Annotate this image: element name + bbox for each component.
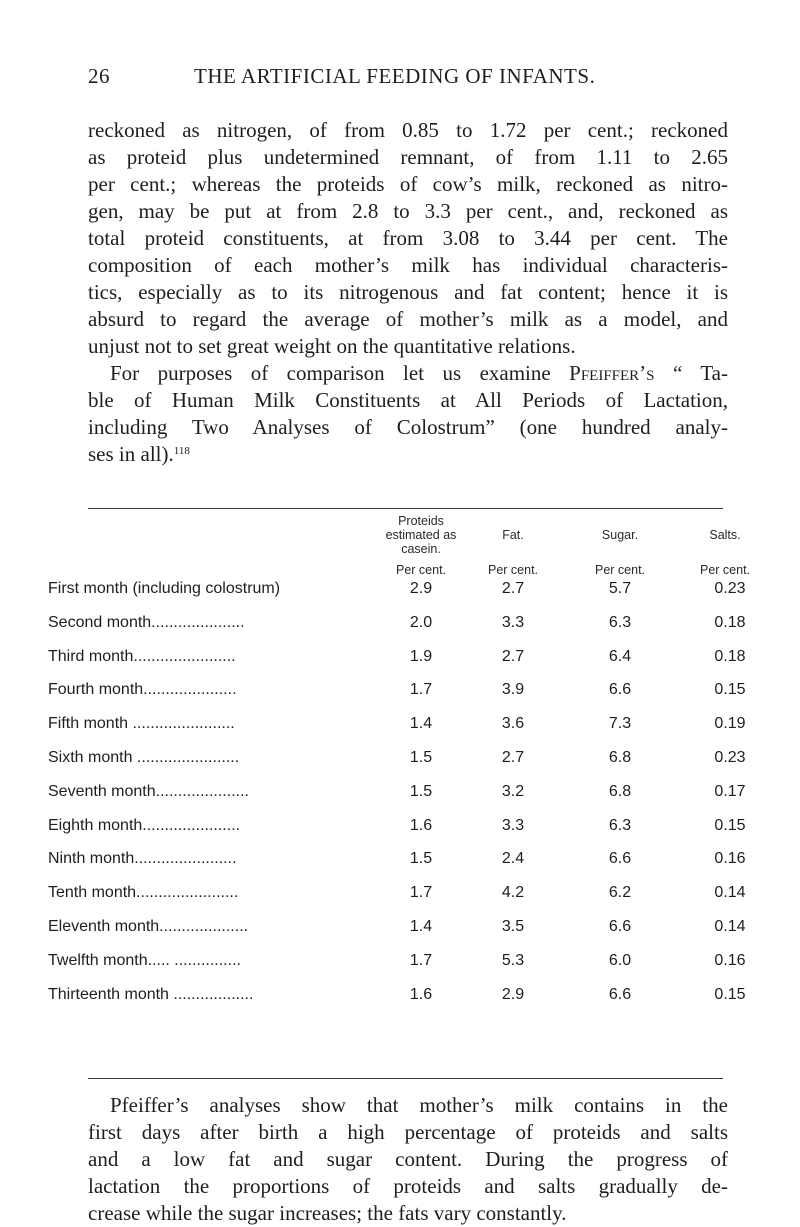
row-label: Eleventh month.................... bbox=[48, 918, 249, 935]
cell-sugar: 6.6 bbox=[608, 918, 632, 935]
table-row bbox=[0, 952, 800, 980]
cell-fat: 2.9 bbox=[501, 985, 525, 1003]
column-header-sugar: Sugar. bbox=[601, 528, 639, 542]
cell-sugar: 6.4 bbox=[608, 647, 632, 665]
cell-sugar: 6.2 bbox=[608, 884, 632, 902]
cell-salts: 0.19 bbox=[714, 715, 746, 733]
row-label: Sixth month ....................... bbox=[48, 749, 240, 766]
header-line: casein. bbox=[401, 542, 441, 556]
cell-proteids: 1.7 bbox=[409, 884, 433, 902]
text-line: per cent.; whereas the proteids of cow’s milk, reckoned as nitro- bbox=[88, 172, 728, 196]
text-line: total proteid constituents, at from 3.08 to 3.44 per cent. The bbox=[88, 226, 728, 250]
text-line: absurd to regard the average of mother’s milk as a model, and bbox=[88, 307, 728, 331]
table-row bbox=[0, 783, 800, 811]
text-line: crease while the sugar increases; the fats vary constantly. bbox=[88, 1201, 567, 1225]
table-row bbox=[0, 580, 800, 608]
cell-sugar: 6.8 bbox=[608, 782, 632, 800]
header-line: estimated as bbox=[385, 528, 457, 542]
cell-salts: 0.15 bbox=[714, 816, 746, 834]
row-label: Thirteenth month .................. bbox=[48, 985, 254, 1003]
text-line: including Two Analyses of Colostrum” (one hundred analy- bbox=[88, 415, 728, 439]
text-line bbox=[88, 441, 728, 468]
paragraph-3 bbox=[88, 1092, 728, 1227]
paragraph-1 bbox=[88, 117, 728, 468]
cell-fat: 5.3 bbox=[501, 951, 525, 969]
row-label: Seventh month..................... bbox=[48, 782, 249, 800]
cell-proteids: 1.6 bbox=[409, 816, 433, 834]
cell-salts: 0.16 bbox=[714, 951, 746, 969]
text-line: lactation the proportions of proteids and salts gradually de- bbox=[88, 1174, 728, 1198]
cell-salts: 0.23 bbox=[714, 749, 746, 766]
table-row bbox=[0, 817, 800, 845]
cell-sugar: 6.6 bbox=[608, 681, 632, 699]
cell-proteids: 1.6 bbox=[409, 985, 433, 1003]
cell-fat: 3.5 bbox=[501, 918, 525, 935]
cell-sugar: 6.8 bbox=[608, 749, 632, 766]
cell-proteids: 1.4 bbox=[409, 918, 433, 935]
cell-proteids: 1.5 bbox=[409, 749, 433, 766]
text-line: as proteid plus undetermined remnant, of from 1.11 to 2.65 bbox=[88, 145, 728, 169]
running-head bbox=[88, 64, 728, 94]
cell-proteids: 1.4 bbox=[409, 715, 433, 733]
table-row bbox=[0, 715, 800, 743]
text-line: ble of Human Milk Constituents at All Periods of Lactation, bbox=[88, 388, 728, 412]
row-label: First month (including colostrum) bbox=[48, 580, 281, 597]
cell-proteids: 2.0 bbox=[409, 613, 433, 631]
unit-label: Per cent. bbox=[395, 563, 447, 577]
cell-fat: 2.7 bbox=[501, 580, 525, 597]
cell-salts: 0.16 bbox=[714, 850, 746, 868]
page-number: 26 bbox=[88, 64, 110, 88]
column-header-salts: Salts. bbox=[709, 528, 741, 542]
table-row bbox=[0, 986, 800, 1014]
cell-salts: 0.14 bbox=[714, 884, 746, 902]
author-name: Pfeiffer’s bbox=[569, 361, 655, 385]
cell-fat: 4.2 bbox=[501, 884, 525, 902]
cell-proteids: 1.5 bbox=[409, 850, 433, 868]
row-label: Twelfth month..... ............... bbox=[48, 951, 241, 969]
cell-fat: 2.4 bbox=[501, 850, 525, 868]
cell-sugar: 6.3 bbox=[608, 816, 632, 834]
footnote-reference: 118 bbox=[173, 445, 190, 457]
header-line: Proteids bbox=[398, 514, 444, 528]
cell-sugar: 6.6 bbox=[608, 850, 632, 868]
text-segment: “ Ta- bbox=[654, 361, 728, 385]
cell-salts: 0.15 bbox=[714, 681, 746, 699]
cell-proteids: 1.7 bbox=[409, 951, 433, 969]
unit-label: Per cent. bbox=[594, 563, 646, 577]
cell-sugar: 5.7 bbox=[608, 580, 632, 597]
running-title: THE ARTIFICIAL FEEDING OF INFANTS. bbox=[194, 64, 596, 88]
text-line: first days after birth a high percentage of proteids and salts bbox=[88, 1120, 728, 1144]
cell-proteids: 2.9 bbox=[409, 580, 433, 597]
text-line bbox=[88, 360, 728, 387]
unit-label: Per cent. bbox=[699, 563, 751, 577]
cell-fat: 3.3 bbox=[501, 613, 525, 631]
table-row bbox=[0, 918, 800, 946]
table-row bbox=[0, 648, 800, 676]
cell-salts: 0.15 bbox=[714, 985, 746, 1003]
text-line: tics, especially as to its nitrogenous and fat content; hence it is bbox=[88, 280, 728, 304]
table-row bbox=[0, 749, 800, 777]
cell-proteids: 1.7 bbox=[409, 681, 433, 699]
cell-salts: 0.18 bbox=[714, 647, 746, 665]
row-label: Fifth month ....................... bbox=[48, 715, 235, 733]
unit-label: Per cent. bbox=[487, 563, 539, 577]
table-bottom-rule bbox=[88, 1078, 723, 1079]
row-label: Ninth month....................... bbox=[48, 850, 237, 868]
cell-salts: 0.14 bbox=[714, 918, 746, 935]
text-line: composition of each mother’s milk has individual characteris- bbox=[88, 253, 728, 277]
table-row bbox=[0, 681, 800, 709]
row-label: Eighth month...................... bbox=[48, 816, 241, 834]
row-label: Second month..................... bbox=[48, 613, 245, 631]
table-row bbox=[0, 614, 800, 642]
cell-fat: 3.9 bbox=[501, 681, 525, 699]
table-top-rule bbox=[88, 508, 723, 509]
cell-fat: 2.7 bbox=[501, 647, 525, 665]
cell-salts: 0.17 bbox=[714, 782, 746, 800]
cell-salts: 0.18 bbox=[714, 613, 746, 631]
cell-sugar: 7.3 bbox=[608, 715, 632, 733]
column-header-proteids bbox=[366, 514, 476, 556]
cell-proteids: 1.5 bbox=[409, 782, 433, 800]
row-label: Tenth month....................... bbox=[48, 884, 239, 902]
column-header-fat: Fat. bbox=[502, 528, 524, 542]
cell-sugar: 6.6 bbox=[608, 985, 632, 1003]
text-line: Pfeiffer’s analyses show that mother’s milk contains in the bbox=[110, 1093, 728, 1117]
text-segment: ses in all). bbox=[88, 442, 174, 466]
text-segment: For purposes of comparison let us examine bbox=[110, 361, 570, 385]
row-label: Fourth month..................... bbox=[48, 681, 237, 699]
cell-salts: 0.23 bbox=[714, 580, 746, 597]
cell-fat: 2.7 bbox=[501, 749, 525, 766]
cell-fat: 3.6 bbox=[501, 715, 525, 733]
table-row bbox=[0, 850, 800, 878]
table-row bbox=[0, 884, 800, 912]
text-line: unjust not to set great weight on the quantitative relations. bbox=[88, 334, 576, 358]
text-line: reckoned as nitrogen, of from 0.85 to 1.72 per cent.; reckoned bbox=[88, 118, 728, 142]
cell-proteids: 1.9 bbox=[409, 647, 433, 665]
row-label: Third month....................... bbox=[48, 647, 236, 665]
cell-sugar: 6.0 bbox=[608, 951, 632, 969]
text-line: gen, may be put at from 2.8 to 3.3 per cent., and, reckoned as bbox=[88, 199, 728, 223]
cell-fat: 3.3 bbox=[501, 816, 525, 834]
text-line: and a low fat and sugar content. During the progress of bbox=[88, 1147, 728, 1171]
cell-sugar: 6.3 bbox=[608, 613, 632, 631]
cell-fat: 3.2 bbox=[501, 782, 525, 800]
